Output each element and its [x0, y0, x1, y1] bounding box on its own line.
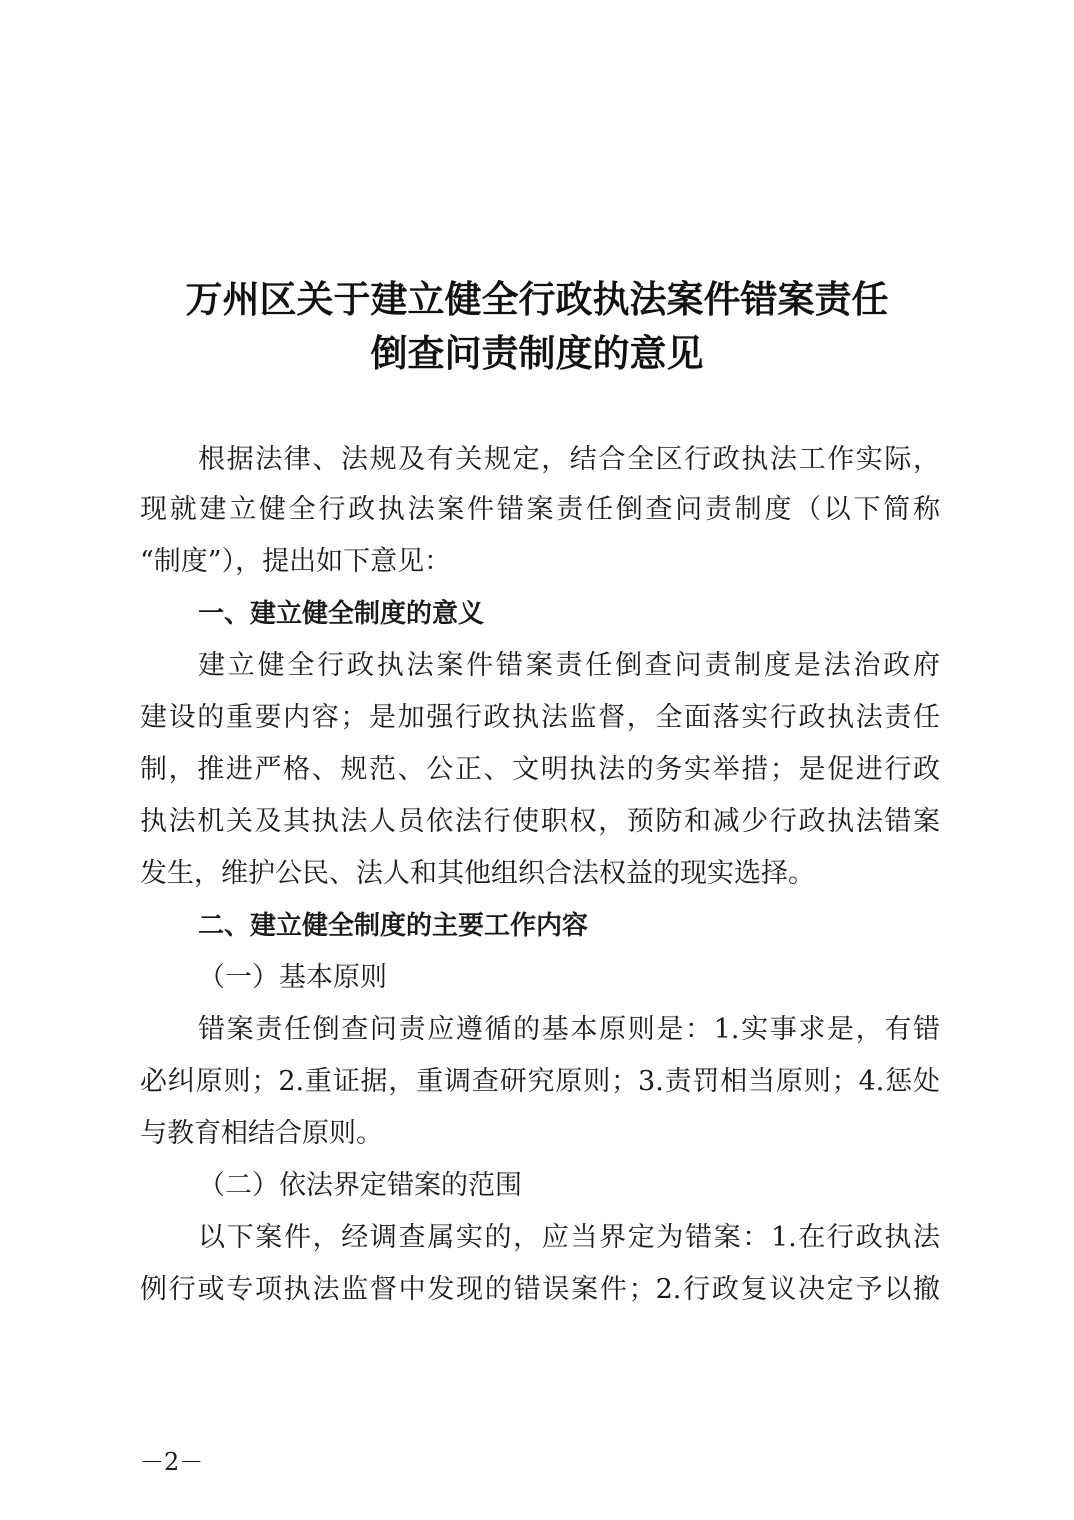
paragraph-2-line-3: 制，推进严格、规范、公正、文明执法的务实举措；是促进行政 — [140, 754, 940, 785]
paragraph-1-line-3: “制度”），提出如下意见： — [140, 546, 452, 577]
paragraph-3-line-2: 必纠原则；2.重证据，重调查研究原则；3.责罚相当原则；4.惩处 — [140, 1066, 940, 1097]
paragraph-1-line-1: 根据法律、法规及有关规定，结合全区行政执法工作实际， — [198, 444, 940, 475]
page-number: －2－ — [140, 1448, 204, 1476]
paragraph-4-line-2: 例行或专项执法监督中发现的错误案件；2.行政复议决定予以撤 — [140, 1274, 940, 1305]
paragraph-2-line-5: 发生，维护公民、法人和其他组织合法权益的现实选择。 — [140, 858, 815, 889]
paragraph-4-line-1: 以下案件，经调查属实的，应当界定为错案：1.在行政执法 — [198, 1222, 940, 1253]
paragraph-3-line-1: 错案责任倒查问责应遵循的基本原则是：1.实事求是，有错 — [198, 1014, 940, 1045]
subsection-heading-1: （一）基本原则 — [198, 962, 387, 993]
section-heading-1: 一、建立健全制度的意义 — [198, 599, 485, 629]
subsection-heading-2: （二）依法界定错案的范围 — [198, 1170, 522, 1201]
section-heading-2: 二、建立健全制度的主要工作内容 — [198, 911, 589, 941]
document-title-line-1: 万州区关于建立健全行政执法案件错案责任 — [185, 277, 889, 321]
paragraph-3-line-3: 与教育相结合原则。 — [140, 1118, 383, 1149]
paragraph-2-line-1: 建立健全行政执法案件错案责任倒查问责制度是法治政府 — [198, 650, 940, 681]
paragraph-2-line-2: 建设的重要内容；是加强行政执法监督，全面落实行政执法责任 — [140, 702, 940, 733]
document-title-line-2: 倒查问责制度的意见 — [370, 331, 704, 375]
paragraph-2-line-4: 执法机关及其执法人员依法行使职权，预防和减少行政执法错案 — [140, 806, 940, 837]
paragraph-1-line-2: 现就建立健全行政执法案件错案责任倒查问责制度（以下简称 — [140, 494, 940, 525]
